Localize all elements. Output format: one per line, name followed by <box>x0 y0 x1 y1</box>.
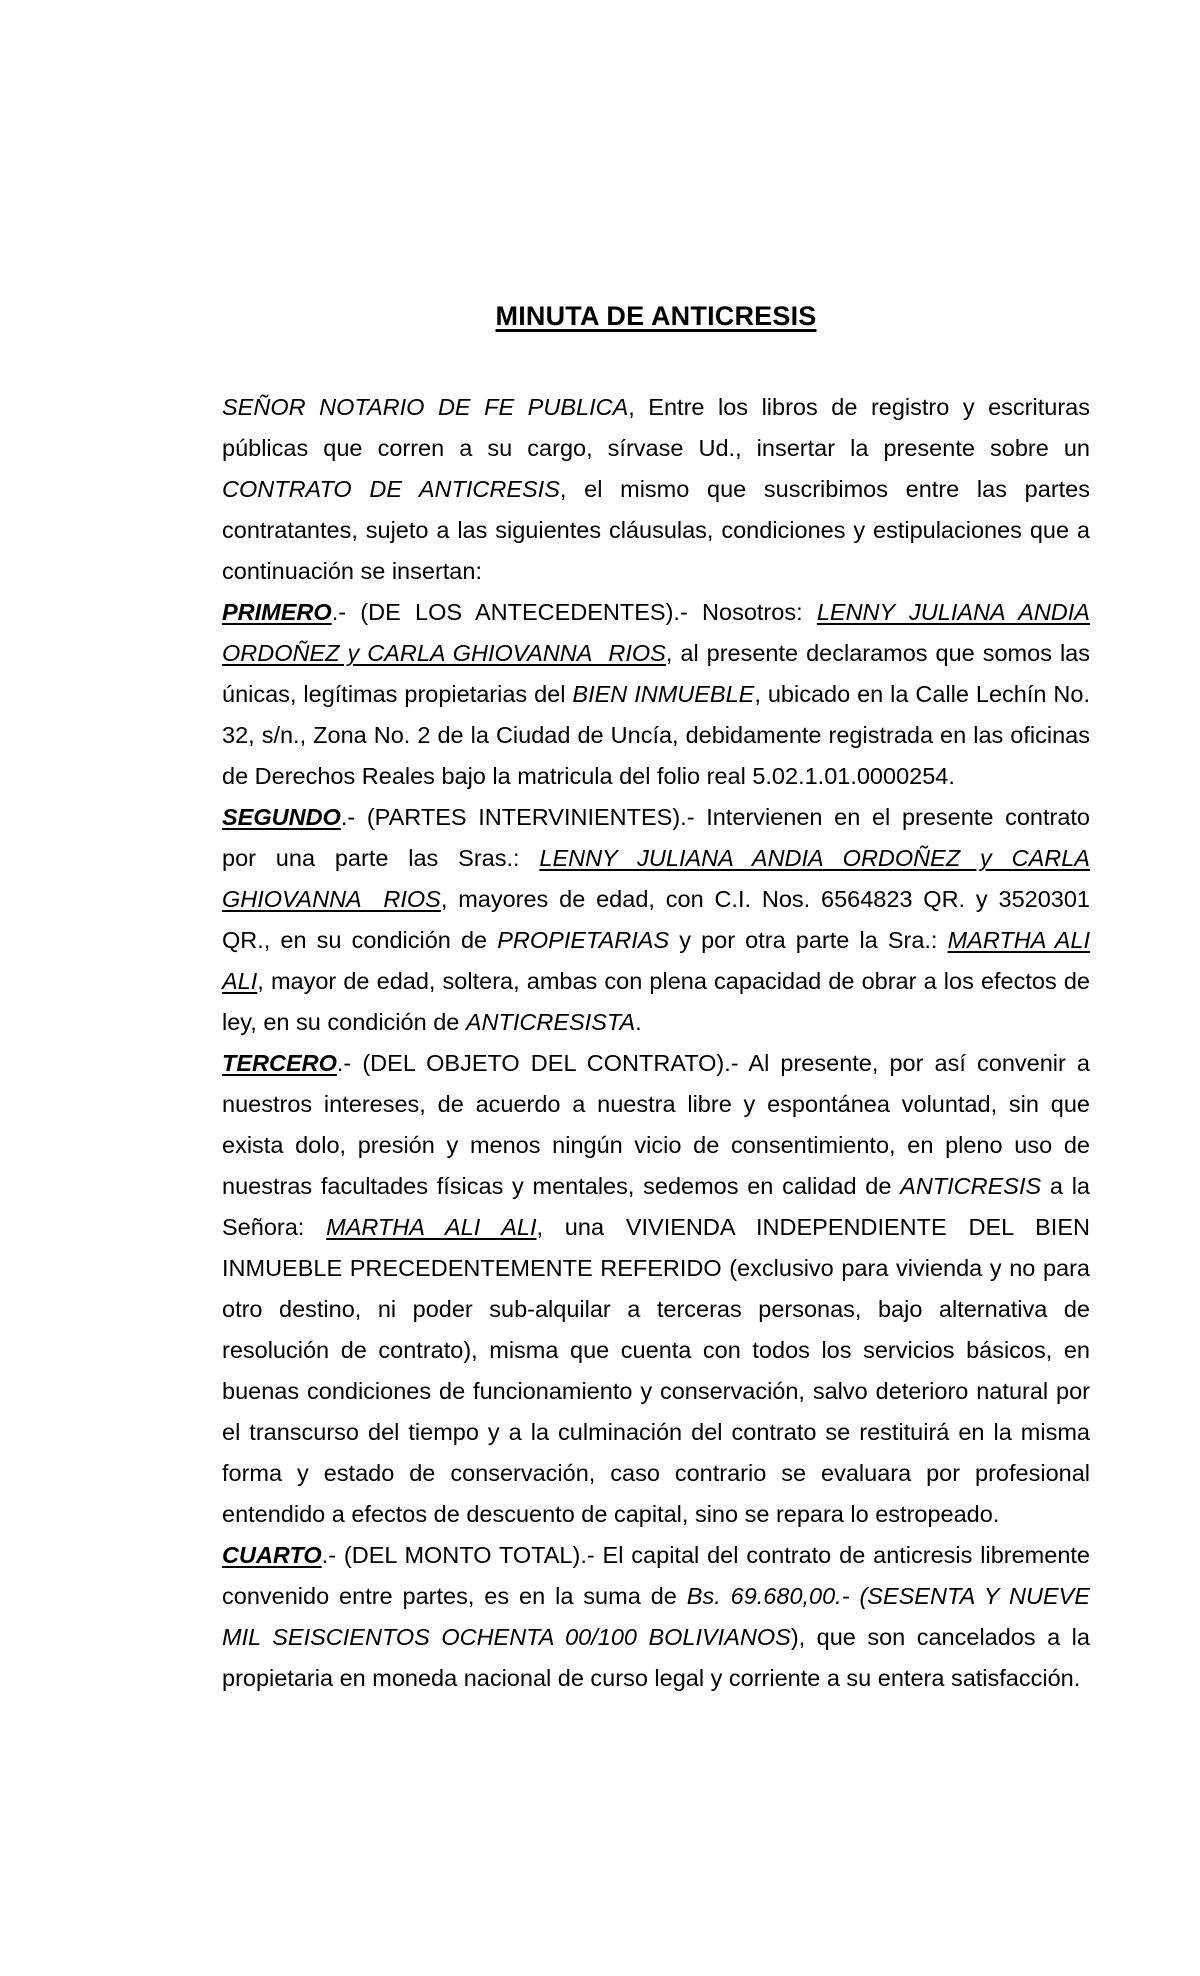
text-run: LENNY JULIANA ANDIA ORDOÑEZ y CARLA GHIOVANNA RIOS <box>222 599 1090 666</box>
text-run: , mayor de edad, soltera, ambas con plena capacidad de obrar a los efectos de ley, en su condición de <box>222 968 1090 1035</box>
text-run: PRIMERO <box>222 599 332 625</box>
text-run: ANTICRESISTA <box>465 1009 636 1035</box>
text-run: , ubicado en la Calle Lechín No. 32, s/n., Zona No. 2 de la Ciudad de Uncía, debidamente registrada en las oficinas de Derechos Reales bajo la matricula del folio real 5.02.1.01.0000254. <box>222 681 1090 789</box>
text-run: CONTRATO DE ANTICRESIS <box>222 476 560 502</box>
text-run: a la Señora: <box>222 1173 1091 1240</box>
paragraph <box>222 387 1090 592</box>
text-run: .- (DE LOS ANTECEDENTES).- Nosotros: <box>331 599 817 625</box>
text-run: .- (DEL OBJETO DEL CONTRATO).- Al presente, por así convenir a nuestros intereses, de acuerdo a nuestra libre y espontánea voluntad, sin que exista dolo, presión y menos ningún vicio de consentimiento, en pleno uso de nuestras facultades físicas y mentales, sedemos en calidad de <box>222 1050 1090 1199</box>
paragraph <box>222 1043 1090 1535</box>
text-run: . <box>635 1009 642 1035</box>
text-run: CUARTO <box>222 1542 322 1568</box>
paragraph <box>222 592 1090 797</box>
text-run: , el mismo que suscribimos entre las partes contratantes, sujeto a las siguientes cláusulas, condiciones y estipulaciones que a continuación se insertan: <box>222 476 1090 584</box>
text-run: , al presente declaramos que somos las únicas, legítimas propietarias del <box>222 640 1090 707</box>
text-run: MARTHA ALI ALI <box>326 1214 537 1240</box>
text-run: , una VIVIENDA INDEPENDIENTE DEL BIEN INMUEBLE PRECEDENTEMENTE REFERIDO (exclusivo para vivienda y no para otro destino, ni poder sub-alquilar a terceras personas, bajo alternativa de resolución de contrato), misma que cuenta con todos los servicios básicos, en buenas condiciones de funcionamiento y conservación, salvo deterioro natural por el transcurso del tiempo y a la culminación del contrato se restituirá en la misma forma y estado de conservación, caso contrario se evaluara por profesional entendido a efectos de descuento de capital, sino se repara lo estropeado. <box>222 1214 1090 1527</box>
text-run: BIEN INMUEBLE <box>572 681 755 707</box>
paragraph <box>222 797 1090 1043</box>
text-run: Bs. 69.680,00.- (SESENTA Y NUEVE MIL SEISCIENTOS OCHENTA 00/100 BOLIVIANOS <box>222 1583 1090 1650</box>
document-content <box>222 0 1090 1699</box>
text-run: , mayores de edad, con C.I. Nos. 6564823 QR. y 3520301 QR., en su condición de <box>222 886 1090 953</box>
text-run: .- (PARTES INTERVINIENTES).- Intervienen en el presente contrato por una parte las Sras.: <box>222 804 1090 871</box>
paragraph <box>222 1535 1090 1699</box>
text-run: SEGUNDO <box>222 804 341 830</box>
text-run: , Entre los libros de registro y escrituras públicas que corren a su cargo, sírvase Ud., insertar la presente sobre un <box>222 394 1090 461</box>
text-run: ANTICRESIS <box>900 1173 1042 1199</box>
text-run: TERCERO <box>222 1050 337 1076</box>
text-run: MARTHA ALI ALI <box>222 927 1091 994</box>
text-run: ), que son cancelados a la propietaria en moneda nacional de curso legal y corriente a su entera satisfacción. <box>222 1624 1090 1691</box>
document-body <box>222 387 1090 1699</box>
text-run: LENNY JULIANA ANDIA ORDOÑEZ y CARLA GHIOVANNA RIOS <box>222 845 1090 912</box>
document-title: MINUTA DE ANTICRESIS <box>495 301 817 331</box>
text-run: .- (DEL MONTO TOTAL).- El capital del contrato de anticresis libremente convenido entre partes, es en la suma de <box>222 1542 1090 1609</box>
text-run: PROPIETARIAS <box>497 927 670 953</box>
text-run: SEÑOR NOTARIO DE FE PUBLICA <box>222 394 629 420</box>
text-run: y por otra parte la Sra.: <box>669 927 948 953</box>
